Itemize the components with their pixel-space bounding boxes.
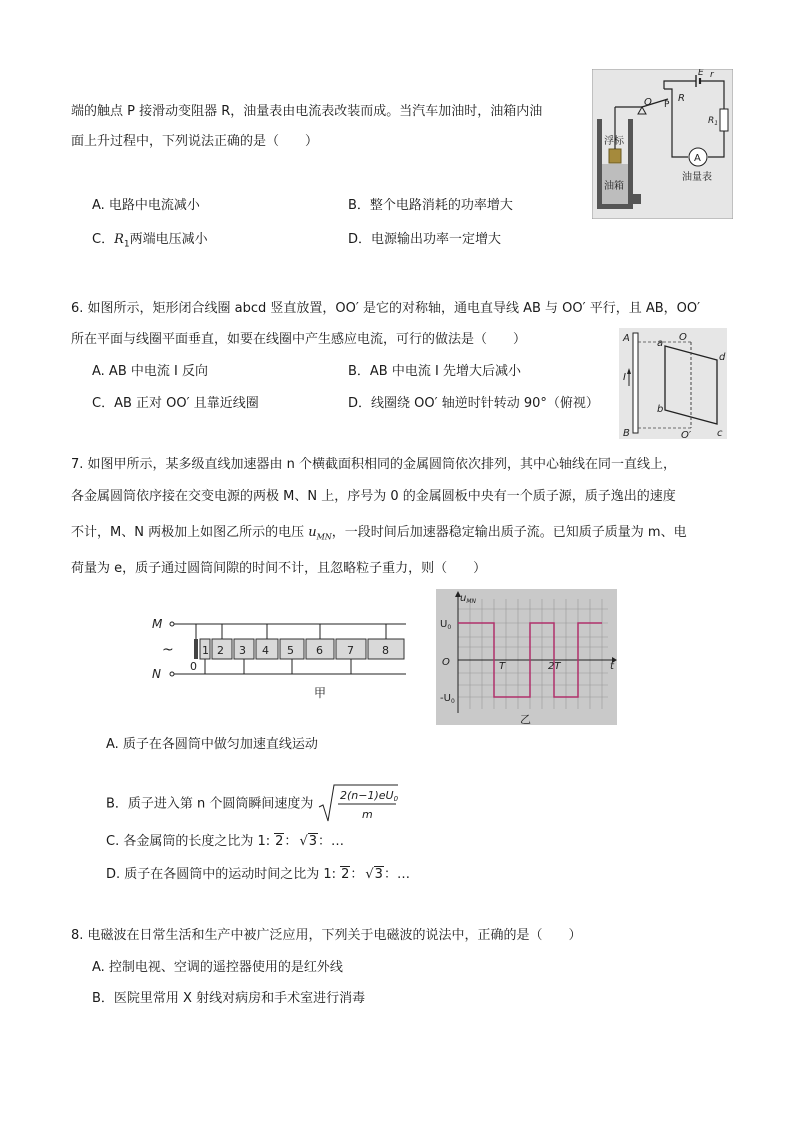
pole-n-label: N [152, 667, 161, 681]
axis-o-label: O [679, 332, 687, 343]
u-axis-label: $u_{MN}$ [460, 593, 477, 605]
tube-3-label: 3 [239, 644, 246, 657]
linear-accelerator-figure [148, 608, 428, 706]
fraction-numerator: 2(n−1)eU0 [339, 789, 398, 803]
q7-option-b: B．质子进入第 n 个圆筒瞬间速度为 2(n−1)eU0 m [106, 783, 398, 825]
corner-d: d [719, 352, 726, 363]
q6-option-c: C．AB 正对 OO′ 且靠近线圈 [92, 396, 259, 411]
figure-yi-caption: 乙 [520, 713, 531, 725]
q7-stem-line4: 荷量为 e，质子通过圆筒间隙的时间不计，且忽略粒子重力，则（ ） [71, 561, 487, 576]
tube-row [194, 639, 404, 659]
corner-b: b [657, 404, 664, 415]
corner-c: c [717, 428, 723, 439]
fuel-meter-label: 油量表 [682, 172, 712, 183]
q5-stem-line1: 端的触点 P 接滑动变阻器 R，油量表由电流表改装而成。当汽车加油时，油箱内油 [71, 104, 543, 119]
tube-1-label: 1 [202, 644, 209, 657]
q6-stem-line2: 所在平面与线圈平面垂直，如要在线圈中产生感应电流，可行的做法是（ ） [71, 332, 527, 347]
tube-2-label: 2 [217, 644, 224, 657]
tank-outlet [633, 194, 641, 204]
tube-5-label: 5 [287, 644, 294, 657]
period-2t-label: 2T [548, 661, 561, 672]
q8-stem: 8. 电磁波在日常生活和生产中被广泛应用，下列关于电磁波的说法中，正确的是（ ） [71, 928, 582, 943]
label-b-upper: B [623, 428, 630, 439]
u0-label: $U_0$ [440, 619, 452, 631]
q5-option-c: C．$R_1$两端电压减小 [92, 232, 208, 250]
float-block [609, 149, 621, 163]
tube-7-label: 7 [347, 644, 354, 657]
q5-option-d: D．电源输出功率一定增大 [348, 232, 502, 247]
fraction-denominator: m [361, 808, 373, 821]
q7-option-c: C. 各金属筒的长度之比为 1: 2： √3：… [106, 834, 345, 849]
q5-option-a: A. 电路中电流减小 [92, 198, 200, 213]
wire-ab [633, 333, 638, 433]
coil-wire-figure [619, 328, 727, 439]
ammeter-a-label: A [694, 153, 701, 164]
q6-option-a: A. AB 中电流 I 反向 [92, 364, 208, 379]
corner-a: a [657, 338, 664, 349]
q7-option-a: A. 质子在各圆筒中做匀加速直线运动 [106, 737, 318, 752]
internal-resistance-label: r [710, 70, 714, 80]
tank-label: 油箱 [604, 181, 624, 192]
q7-stem-line2: 各金属圆筒依序接在交变电源的两极 M、N 上，序号为 0 的金属圆板中央有一个质子源，质子逸出的速度 [71, 489, 676, 504]
period-t-label: T [499, 661, 506, 672]
ac-source-symbol: ~ [162, 642, 174, 658]
pivot-label: O [644, 97, 652, 108]
q5-option-b: B．整个电路消耗的功率增大 [348, 198, 513, 213]
origin-label: O [442, 657, 450, 668]
q5-stem-line2: 面上升过程中，下列说法正确的是（ ） [71, 134, 319, 149]
float-label: 浮标 [604, 136, 624, 147]
r1-label: $R_1$ [708, 116, 719, 127]
plate-0-label: 0 [190, 660, 197, 673]
rheostat-label: R [678, 93, 685, 104]
q7-stem-line3: 不计，M、N 两极加上如图乙所示的电压 $u_{MN}$，一段时间后加速器稳定输出质子流。已知质子质量为 m、电 [71, 525, 687, 542]
sqrt-expression [318, 783, 398, 825]
q6-option-d: D．线圈绕 OO′ 轴逆时针转动 90°（俯视） [348, 396, 599, 411]
voltage-waveform-figure [436, 589, 617, 725]
fuel-gauge-circuit-figure [592, 69, 733, 219]
figure-jia-caption: 甲 [314, 686, 327, 700]
resistor-r1 [720, 109, 728, 131]
neg-u0-label: $-U_0$ [440, 693, 455, 705]
q6-stem-line1: 6. 如图所示，矩形闭合线圈 abcd 竖直放置，OO′ 是它的对称轴，通电直导线 AB 与 OO′ 平行，且 AB，OO′ [71, 301, 701, 316]
pole-m-label: M [152, 617, 163, 631]
current-label: I [623, 372, 626, 383]
emf-label: E [698, 69, 704, 78]
axis-o-prime-label: O′ [681, 430, 692, 439]
tube-6-label: 6 [316, 644, 323, 657]
q7-option-d: D. 质子在各圆筒中的运动时间之比为 1: 2： √3：… [106, 867, 410, 882]
tube-4-label: 4 [262, 644, 269, 657]
q7-stem-line1: 7. 如图甲所示，某多级直线加速器由 n 个横截面积相同的金属圆筒依次排列，其中心轴线在同一直线上， [71, 457, 677, 472]
contact-label: P [664, 100, 670, 110]
q8-option-b: B．医院里常用 X 射线对病房和手术室进行消毒 [92, 991, 366, 1006]
t-axis-label: t [610, 661, 614, 672]
q6-option-b: B．AB 中电流 I 先增大后减小 [348, 364, 521, 379]
tube-8-label: 8 [382, 644, 389, 657]
label-a-upper: A [623, 333, 630, 344]
q8-option-a: A. 控制电视、空调的遥控器使用的是红外线 [92, 960, 343, 975]
plate-0 [194, 639, 198, 659]
